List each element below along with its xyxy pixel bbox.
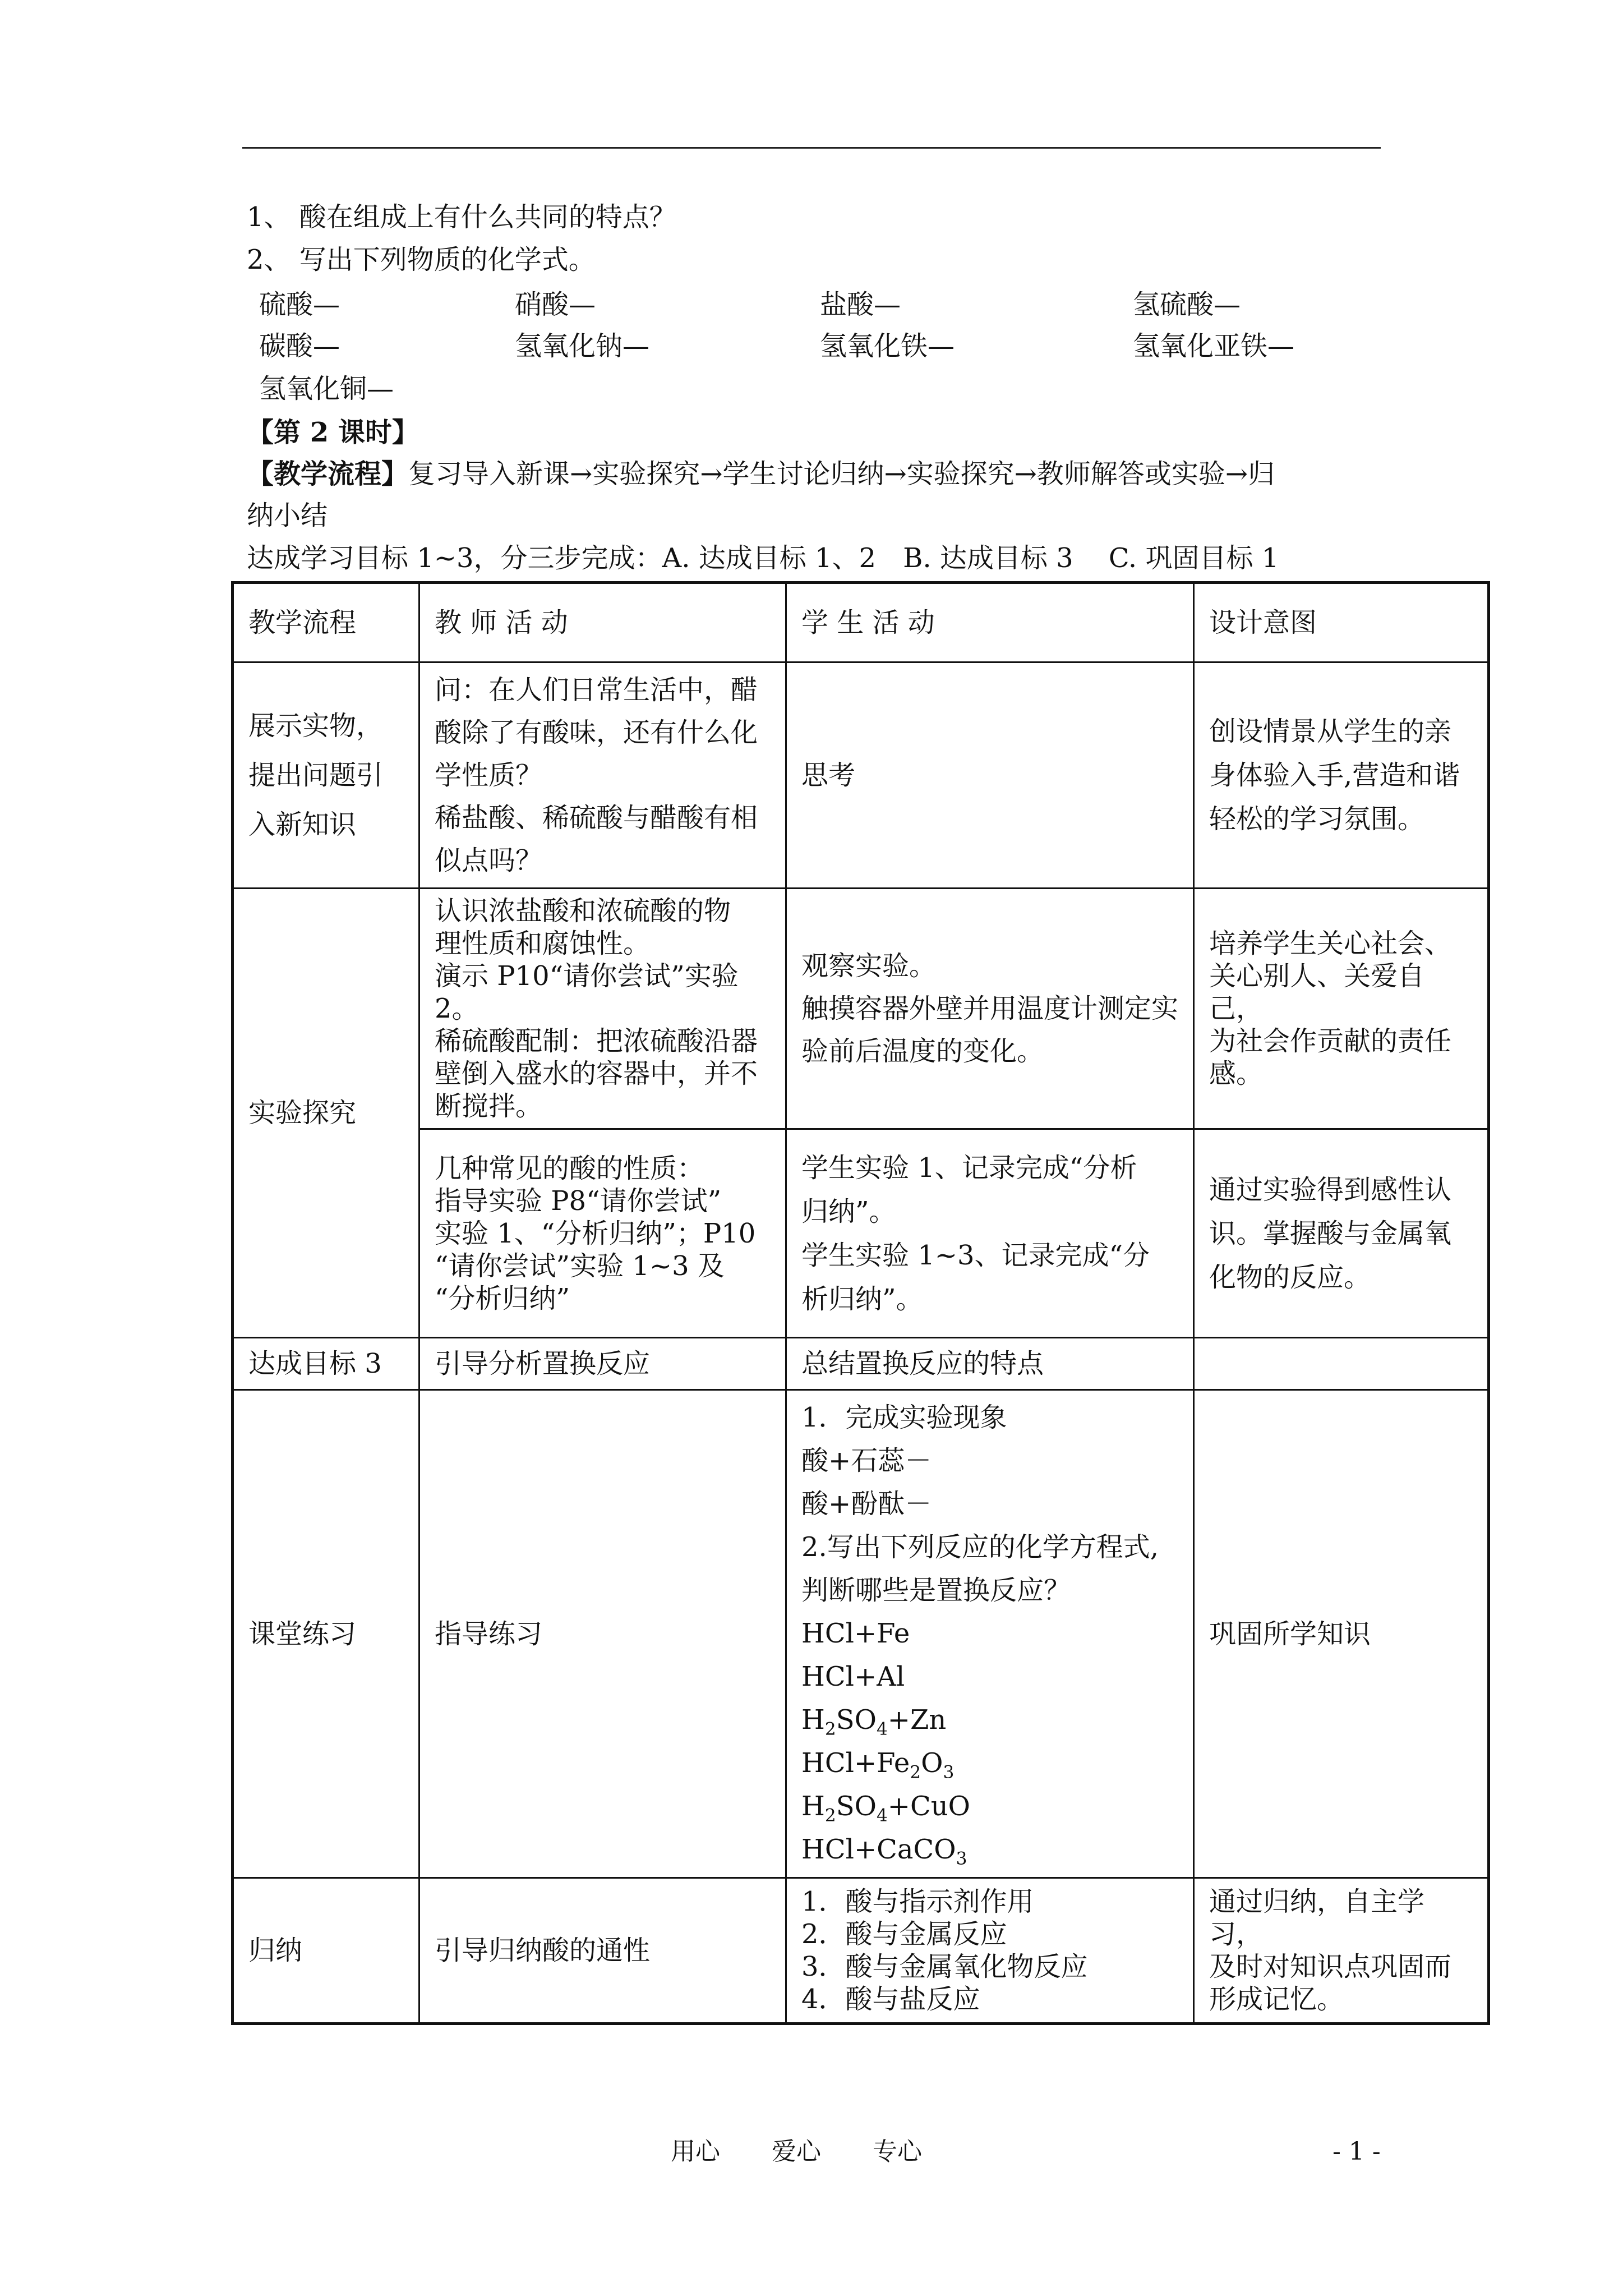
teacher-cell: 引导归纳酸的通性 (419, 1878, 786, 2024)
header-rule (242, 147, 1381, 149)
student-cell: 1．完成实验现象 酸+石蕊－ 酸+酚酞－ 2.写出下列反应的化学方程式, 判断哪些是置换反应？ HCl+Fe HCl+Al $H_2SO_4+Zn$ $HCl+Fe_2O_3$ $H_2SO_4+CuO$ HCl+CaCO$_3$ (786, 1390, 1194, 1878)
footer-motto-1: 用心 (671, 2137, 720, 2166)
equation: $H_2SO_4+CuO$ (801, 1791, 970, 1826)
equation: HCl+Fe (801, 1618, 910, 1649)
formula-item: 氢氧化钠— (515, 330, 650, 362)
teacher-cell: 指导练习 (419, 1390, 786, 1878)
student-cell: 学生实验 1、记录完成“分析 归纳”。 学生实验 1~3、记录完成“分 析归纳”。 (786, 1129, 1194, 1338)
student-cell: 1．酸与指示剂作用 2．酸与金属反应 3．酸与金属氧化物反应 4．酸与盐反应 (786, 1878, 1194, 2024)
teacher-cell: 问：在人们日常生活中，醋 酸除了有酸味，还有什么化 学性质？ 稀盐酸、稀硫酸与醋酸有相 似点吗？ (419, 662, 786, 889)
formula-item: 碳酸— (259, 330, 340, 362)
stage-cell: 课堂练习 (233, 1390, 419, 1878)
learning-goals: 达成学习目标 1~3，分三步完成：A. 达成目标 1、2 B. 达成目标 3 C. 巩固目标 1 (247, 542, 1279, 574)
formula-item: 氢氧化铜— (259, 373, 394, 404)
intent-cell (1194, 1338, 1489, 1390)
intent-cell: 通过实验得到感性认 识。掌握酸与金属氧 化物的反应。 (1194, 1129, 1489, 1338)
equation: HCl+Al (801, 1661, 905, 1692)
formula-item: 硫酸— (259, 289, 340, 320)
stage-cell: 展示实物， 提出问题引 入新知识 (233, 662, 419, 889)
student-cell: 思考 (786, 662, 1194, 889)
formula-item: 氢硫酸— (1133, 289, 1241, 320)
intent-cell: 创设情景从学生的亲 身体验入手,营造和谐 轻松的学习氛围。 (1194, 662, 1489, 889)
question-2: 2、 写出下列物质的化学式。 (247, 244, 596, 275)
table-row (233, 889, 1489, 1129)
stage-cell: 归纳 (233, 1878, 419, 2024)
lesson-period: 【第 2 课时】 (247, 417, 419, 448)
teacher-cell: 认识浓盐酸和浓硫酸的物 理性质和腐蚀性。 演示 P10“请你尝试”实验 2。 稀硫酸配制：把浓硫酸沿器 壁倒入盛水的容器中，并不 断搅拌。 (419, 889, 786, 1129)
equation: HCl+CaCO$_3$ (801, 1834, 967, 1869)
table-row (233, 1390, 1489, 1878)
table-header-row (233, 583, 1489, 662)
table-row (233, 1129, 1489, 1338)
stage-cell: 实验探究 (233, 889, 419, 1338)
header-stage: 教学流程 (233, 583, 419, 662)
footer-motto-2: 爱心 (772, 2137, 821, 2166)
table-row (233, 662, 1489, 889)
header-intent: 设计意图 (1194, 583, 1489, 662)
table-row (233, 1338, 1489, 1390)
equation: $HCl+Fe_2O_3$ (801, 1747, 955, 1783)
teaching-flow-continued: 纳小结 (247, 500, 328, 531)
teacher-cell: 引导分析置换反应 (419, 1338, 786, 1390)
formula-item: 盐酸— (820, 289, 901, 320)
header-student: 学 生 活 动 (786, 583, 1194, 662)
page-number: - 1 - (1332, 2137, 1381, 2166)
student-cell: 总结置换反应的特点 (786, 1338, 1194, 1390)
stage-cell: 达成目标 3 (233, 1338, 419, 1390)
formula-item: 氢氧化铁— (820, 330, 955, 362)
header-teacher: 教 师 活 动 (419, 583, 786, 662)
formula-item: 氢氧化亚铁— (1133, 330, 1295, 362)
student-cell: 观察实验。 触摸容器外壁并用温度计测定实 验前后温度的变化。 (786, 889, 1194, 1129)
table-row (233, 1878, 1489, 2024)
intent-cell: 通过归纳，自主学习， 及时对知识点巩固而 形成记忆。 (1194, 1878, 1489, 2024)
teaching-flow-text: 复习导入新课→实验探究→学生讨论归纳→实验探究→教师解答或实验→归 (408, 458, 1275, 490)
intent-cell: 巩固所学知识 (1194, 1390, 1489, 1878)
teaching-flow (247, 455, 1275, 493)
teacher-cell: 几种常见的酸的性质： 指导实验 P8“请你尝试” 实验 1、“分析归纳”；P10 “请你尝试”实验 1~3 及 “分析归纳” (419, 1129, 786, 1338)
equation: $H_2SO_4+Zn$ (801, 1704, 947, 1740)
formula-item: 硝酸— (515, 289, 596, 320)
footer-motto-3: 专心 (873, 2137, 922, 2166)
teaching-flow-label: 【教学流程】 (247, 458, 409, 490)
intent-cell: 培养学生关心社会、 关心别人、关爱自己， 为社会作贡献的责任 感。 (1194, 889, 1489, 1129)
question-1: 1、 酸在组成上有什么共同的特点？ (247, 201, 676, 233)
lesson-plan-table (231, 581, 1490, 2025)
